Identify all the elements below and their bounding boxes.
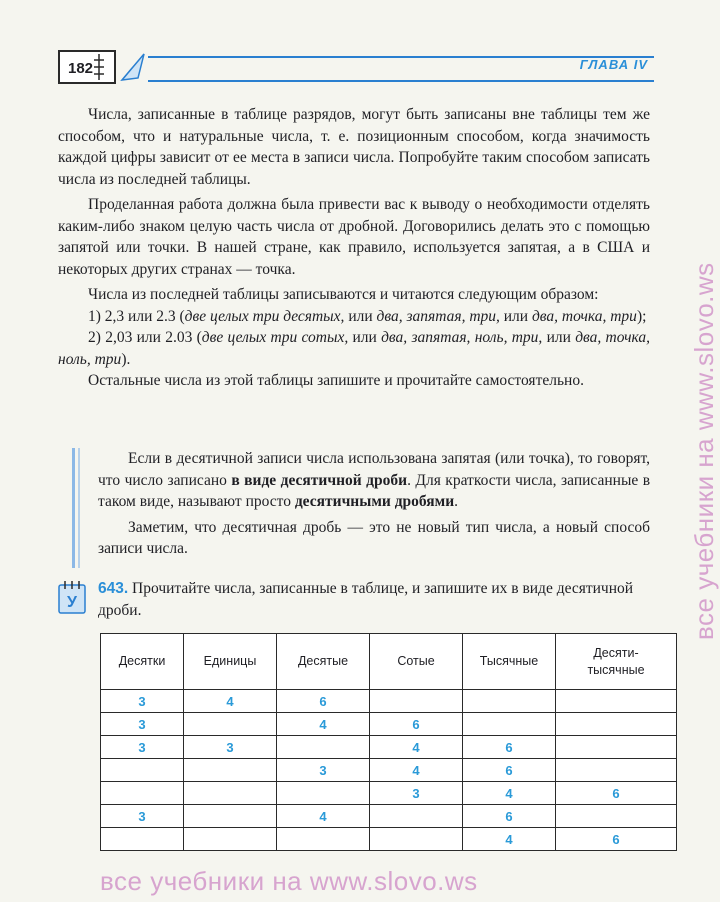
table-cell: 3 [277, 759, 370, 782]
table-cell [184, 782, 277, 805]
table-cell [370, 828, 463, 851]
table-cell [463, 690, 556, 713]
table-cell [277, 828, 370, 851]
col-header-tens: Десятки [101, 634, 184, 690]
page-header [58, 48, 654, 88]
table-cell: 3 [101, 713, 184, 736]
table-cell: 4 [463, 782, 556, 805]
table-cell: 6 [463, 736, 556, 759]
table-cell [184, 828, 277, 851]
table-row [101, 782, 677, 805]
table-cell [101, 782, 184, 805]
table-cell: 6 [556, 782, 677, 805]
rule-bar [72, 448, 75, 568]
task-text [98, 578, 650, 621]
page-number-box [58, 50, 116, 84]
binding-spiral-icon [94, 54, 104, 80]
table-cell: 6 [277, 690, 370, 713]
col-header-tenths: Десятые [277, 634, 370, 690]
table-cell [101, 759, 184, 782]
watermark-bottom: все учебники на www.slovo.ws [100, 866, 478, 896]
table-header-row [101, 634, 677, 690]
table-cell [184, 805, 277, 828]
table-cell: 4 [277, 713, 370, 736]
rule-bar-secondary [78, 448, 80, 568]
table-cell: 3 [101, 736, 184, 759]
watermark-side: все учебники на www.slovo.ws [689, 262, 719, 640]
table-cell [277, 782, 370, 805]
task-statement: Прочитайте числа, записанные в таблице, и запишите их в виде десятичной дроби. [98, 580, 634, 619]
paragraph-3: Числа из последней таблицы записываются и читаются следующим образом: [88, 286, 599, 303]
example-item-1: 1) 2,3 или 2.3 (две целых три десятых, или два, запятая, три, или два, точка, три); [88, 307, 647, 325]
table-cell: 4 [463, 828, 556, 851]
paragraph-4: Остальные числа из этой таблицы запишите и прочитайте самостоятельно. [88, 372, 584, 389]
paragraph-2: Проделанная работа должна была привести вас к выводу о необходимости отделять каким-либо знаком целую часть числа от дробной. Договорились делать это с помощью запятой или точки. В нашей стране, как правило, используется запятая, а в США и некоторых других странах — точка. [58, 196, 650, 278]
rule-paragraph-1: Если в десятичной записи числа использована запятая (или точка), то говорят, что число записано в виде десятичной дроби. Для краткости числа, записанные в таком виде, называют просто десятичными дробями. [98, 450, 651, 510]
rule-text [98, 448, 650, 560]
table-cell: 4 [184, 690, 277, 713]
table-cell: 6 [463, 805, 556, 828]
table-row [101, 713, 677, 736]
table-cell [277, 736, 370, 759]
table-row [101, 736, 677, 759]
table-cell [184, 713, 277, 736]
table-cell [556, 805, 677, 828]
col-header-ten-thousandths: Десяти-тысячные [556, 634, 677, 690]
table-cell [370, 805, 463, 828]
notepad-badge-icon [58, 580, 86, 614]
body-text [58, 104, 650, 392]
example-item-2: 2) 2,03 или 2.03 (две целых три сотых, или два, запятая, ноль, три, или два, точка, ноль, три). [58, 329, 650, 368]
table-cell: 3 [184, 736, 277, 759]
table-cell [101, 828, 184, 851]
table-cell: 6 [370, 713, 463, 736]
table-row [101, 828, 677, 851]
chapter-title: ГЛАВА IV [579, 57, 648, 72]
table-cell [370, 690, 463, 713]
table-cell: 3 [370, 782, 463, 805]
table-cell: 4 [370, 736, 463, 759]
table-cell [556, 713, 677, 736]
table-row [101, 805, 677, 828]
badge-letter: У [67, 594, 77, 611]
table-cell: 4 [277, 805, 370, 828]
table-cell [556, 736, 677, 759]
rule-paragraph-2: Заметим, что десятичная дробь — это не новый тип числа, а новый способ записи числа. [98, 518, 650, 557]
table-row [101, 759, 677, 782]
pencil-icon [118, 50, 148, 86]
table-cell: 4 [370, 759, 463, 782]
col-header-thousandths: Тысячные [463, 634, 556, 690]
table-cell [184, 759, 277, 782]
col-header-hundredths: Сотые [370, 634, 463, 690]
header-rule [148, 56, 654, 82]
col-header-units: Единицы [184, 634, 277, 690]
table-cell [556, 759, 677, 782]
table-cell [463, 713, 556, 736]
table-cell: 6 [556, 828, 677, 851]
table-cell: 6 [463, 759, 556, 782]
table-cell [556, 690, 677, 713]
paragraph-1: Числа, записанные в таблице разрядов, могут быть записаны вне таблицы тем же способом, что и натуральные числа, т. е. позиционным способом, когда значимость каждой цифры зависит от ее места в записи числа. Попробуйте таким способом записать числа из последней таблицы. [58, 106, 650, 188]
task-number: 643. [98, 580, 129, 597]
digits-table [100, 633, 677, 851]
table-cell: 3 [101, 690, 184, 713]
table-cell: 3 [101, 805, 184, 828]
page-number: 182 [68, 60, 94, 77]
table-row [101, 690, 677, 713]
